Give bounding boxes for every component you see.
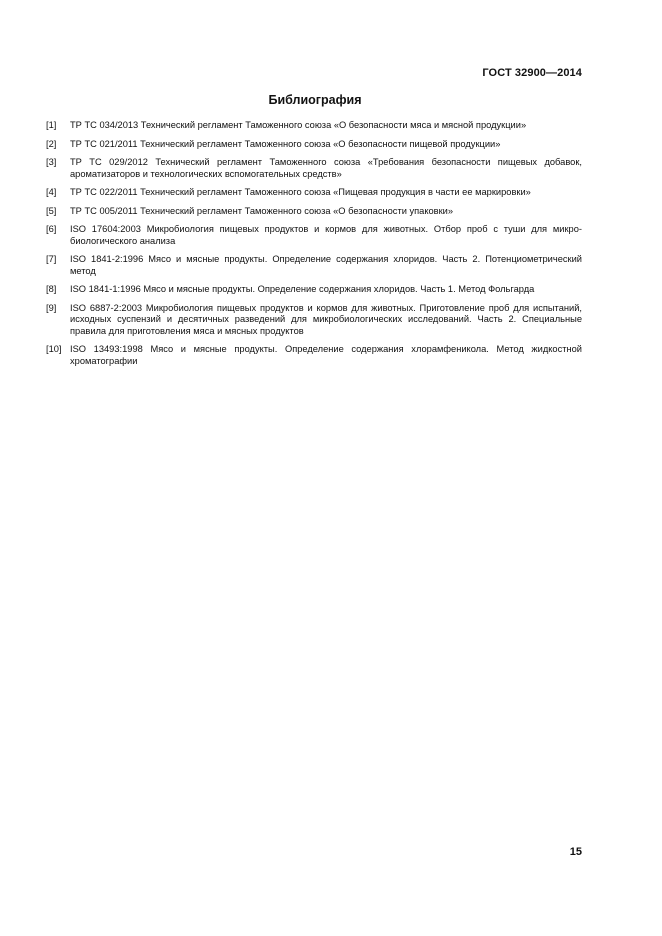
list-item [46, 206, 582, 218]
reference-text: ISO 13493:1998 Мясо и мясные продукты. Определение содержания хлорамфеникола. Метод жидкостной хроматографии [70, 344, 582, 366]
reference-number: [10] [46, 344, 62, 354]
reference-text: ISO 1841-1:1996 Мясо и мясные продукты. Определение содержания хлоридов. Часть 1. Метод Фольгарда [70, 284, 535, 294]
reference-text: ISO 17604:2003 Микробиология пищевых продуктов и кормов для животных. Отбор проб с туши для микробиологического анализа [70, 224, 582, 246]
reference-number: [9] [46, 302, 57, 313]
reference-number: [4] [46, 187, 57, 197]
reference-number: [5] [46, 205, 57, 216]
reference-text: ТР ТС 022/2011 Технический регламент Таможенного союза «Пищевая продукция в части ее маркировки» [70, 187, 531, 197]
list-item [46, 224, 582, 247]
reference-number: [2] [46, 138, 57, 149]
page-number: 15 [569, 846, 582, 858]
reference-text: ТР ТС 021/2011 Технический регламент Таможенного союза «О безопасности пищевой продукции» [70, 138, 501, 149]
reference-number: [1] [46, 120, 57, 130]
list-item [46, 157, 582, 180]
bibliography-list [46, 120, 582, 374]
reference-number: [3] [46, 157, 57, 167]
list-item [46, 120, 582, 132]
list-item [46, 284, 582, 296]
list-item [46, 303, 582, 338]
reference-text: ТР ТС 029/2012 Технический регламент Таможенного союза «Требования безопасности пищевых добавок, ароматизаторов и технологических вспомогательных средств» [70, 157, 582, 179]
list-item [46, 187, 582, 199]
page-title: Библиография [268, 93, 362, 107]
list-item [46, 254, 582, 277]
reference-number: [8] [46, 284, 57, 294]
reference-number: [7] [46, 254, 57, 264]
reference-text: ТР ТС 034/2013 Технический регламент Таможенного союза «О безопасности мяса и мясной продукции» [70, 120, 527, 130]
reference-text: ISO 1841-2:1996 Мясо и мясные продукты. Определение содержания хлоридов. Часть 2. Потенциометрический метод [70, 254, 582, 276]
list-item [46, 139, 582, 151]
document-code: ГОСТ 32900—2014 [482, 67, 582, 79]
reference-text: ISO 6887-2:2003 Микробиология пищевых продуктов и кормов для животных. Приготовление проб для испытаний, исходных суспензий и десятичных разведений для микробиологических исследований. Часть 2. Специальные правила для приготовления мяса и мясных продуктов [70, 302, 582, 336]
list-item [46, 344, 582, 367]
reference-text: ТР ТС 005/2011 Технический регламент Таможенного союза «О безопасности упаковки» [70, 205, 454, 216]
reference-number: [6] [46, 224, 57, 234]
